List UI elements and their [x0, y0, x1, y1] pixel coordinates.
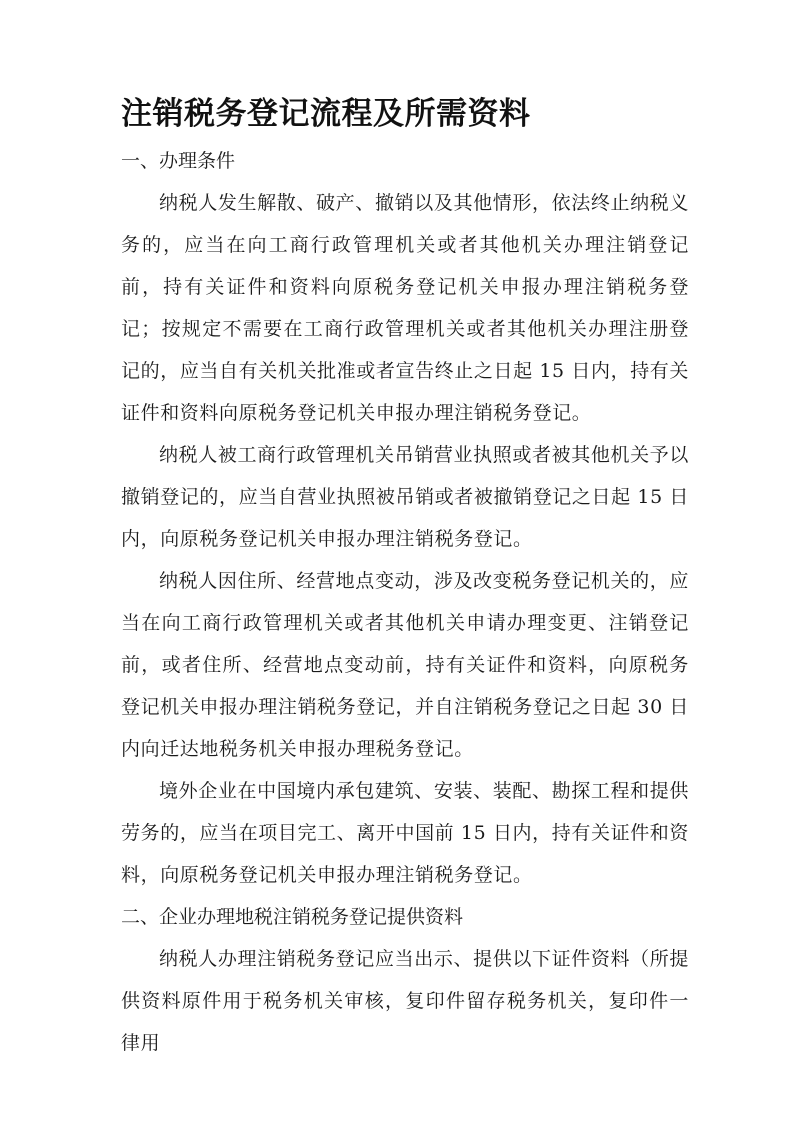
- paragraph-relocation: 纳税人因住所、经营地点变动，涉及改变税务登记机关的，应当在向工商行政管理机关或者其他机关申请办理变更、注销登记前，或者住所、经营地点变动前，持有关证件和资料，向原税务登记机关申报办理注销税务登记，并自注销税务登记之日起 30 日内向迁达地税务机关申报办理税务登记。: [121, 570, 689, 760]
- section-materials: [121, 896, 689, 1064]
- document-title: 注销税务登记流程及所需资料: [121, 96, 531, 132]
- paragraph-materials-intro: 纳税人办理注销税务登记应当出示、提供以下证件资料（所提供资料原件用于税务机关审核，复印件留存税务机关，复印件一律用: [121, 948, 689, 1054]
- section-conditions: [121, 140, 689, 896]
- paragraph-license-revoked: 纳税人被工商行政管理机关吊销营业执照或者被其他机关予以撤销登记的，应当自营业执照被吊销或者被撤销登记之日起 15 日内，向原税务登记机关申报办理注销税务登记。: [121, 444, 689, 550]
- document-page: [121, 88, 689, 1064]
- section-heading-conditions: 一、办理条件: [121, 150, 236, 172]
- section-heading-materials: 二、企业办理地税注销税务登记提供资料: [121, 906, 464, 928]
- paragraph-dissolution: 纳税人发生解散、破产、撤销以及其他情形，依法终止纳税义务的，应当在向工商行政管理机关或者其他机关办理注销登记前，持有关证件和资料向原税务登记机关申报办理注销税务登记；按规定不需要在工商行政管理机关或者其他机关办理注册登记的，应当自有关机关批准或者宣告终止之日起 15 日内，持有关证件和资料向原税务登记机关申报办理注销税务登记。: [121, 192, 689, 424]
- paragraph-foreign-enterprise: 境外企业在中国境内承包建筑、安装、装配、勘探工程和提供劳务的，应当在项目完工、离开中国前 15 日内，持有关证件和资料，向原税务登记机关申报办理注销税务登记。: [121, 780, 689, 886]
